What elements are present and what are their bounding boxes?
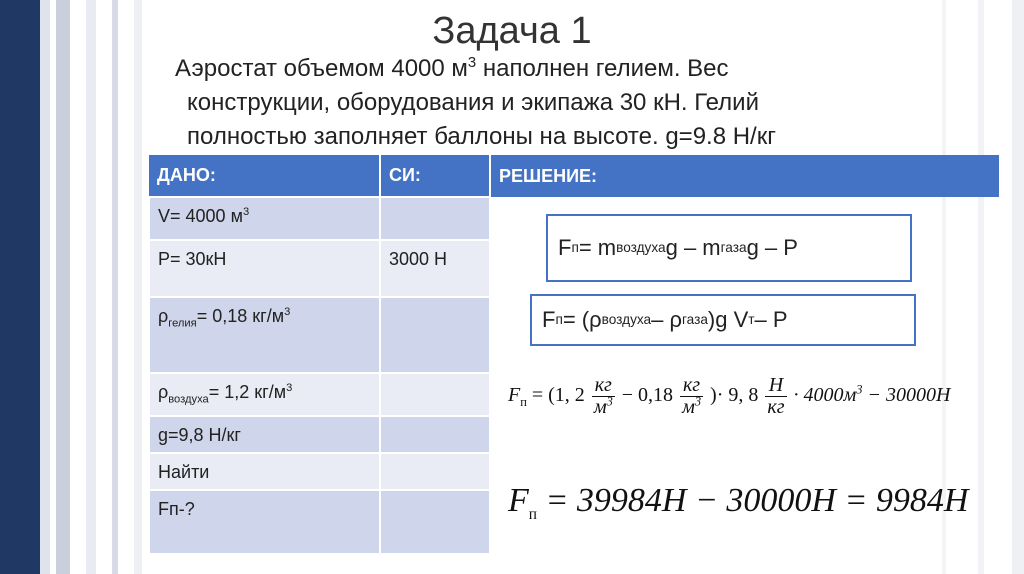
fraction-kg-per-m3: $\frac{кг}{м^3}$ <box>682 374 702 418</box>
find-label: Найти <box>149 453 380 490</box>
si-cell <box>380 416 490 453</box>
stripe-grey <box>112 0 118 574</box>
table-row <box>149 416 1000 453</box>
stripe-dark <box>0 0 40 574</box>
formula-densities: F п = (ρ воздуха – ρ газа )g V т – P <box>530 294 916 346</box>
given-volume: V= 4000 $м^3$ <box>149 197 380 240</box>
stripe-light <box>1012 0 1024 574</box>
problem-line-3: полностью заполняет баллоны на высоте. g=9.8 Н/кг <box>187 123 776 150</box>
calculation-formula: $F_п = (1$, 2 $\frac{кг}{м^3}$ − 0,18 $\frac{кг}{м^3}$ )· 9, 8 $\frac{Н}{кг}$ · $4000м^3 - 30000Н$ <box>508 374 951 418</box>
si-cell <box>380 490 490 554</box>
result-formula: $F_п = 39984Н - 30000Н = 9984Н$ <box>508 482 969 523</box>
si-cell <box>380 197 490 240</box>
si-weight: 3000 Н <box>380 240 490 297</box>
header-given: ДАНО: <box>149 155 380 197</box>
header-si: СИ: <box>380 155 490 197</box>
table-header-row <box>149 155 1000 197</box>
formula-general: F п = m воздуха g – m газа g – P <box>546 214 912 282</box>
si-cell <box>380 373 490 416</box>
given-air-density: $\rho_{воздуха}= 1,2$ $кг/м^3$ <box>149 373 380 416</box>
si-cell <box>380 453 490 490</box>
given-helium-density: $\rho_{гелия}= 0,18$ $кг/м^3$ <box>149 297 380 373</box>
slide-title: Задача 1 <box>432 10 592 52</box>
left-decorative-stripes <box>0 0 160 574</box>
problem-statement <box>175 52 935 156</box>
problem-line-1: Аэростат объемом 4000 $м^3$ наполнен гелием. Вес <box>175 55 729 82</box>
fraction-kg-per-m3: $\frac{кг}{м^3}$ <box>593 374 613 418</box>
fraction-n-per-kg: $\frac{Н}{кг}$ <box>767 374 785 418</box>
stripe-light <box>86 0 96 574</box>
stripe-light <box>134 0 142 574</box>
header-solution: РЕШЕНИЕ: <box>490 155 1000 197</box>
stripe-grey <box>56 0 70 574</box>
given-g: g=9,8 Н/кг <box>149 416 380 453</box>
problem-line-2: конструкции, оборудования и экипажа 30 кН. Гелий <box>187 89 759 116</box>
si-cell <box>380 297 490 373</box>
find-force: Fп-? <box>149 490 380 554</box>
stripe-light <box>40 0 50 574</box>
given-weight: P= 30кН <box>149 240 380 297</box>
